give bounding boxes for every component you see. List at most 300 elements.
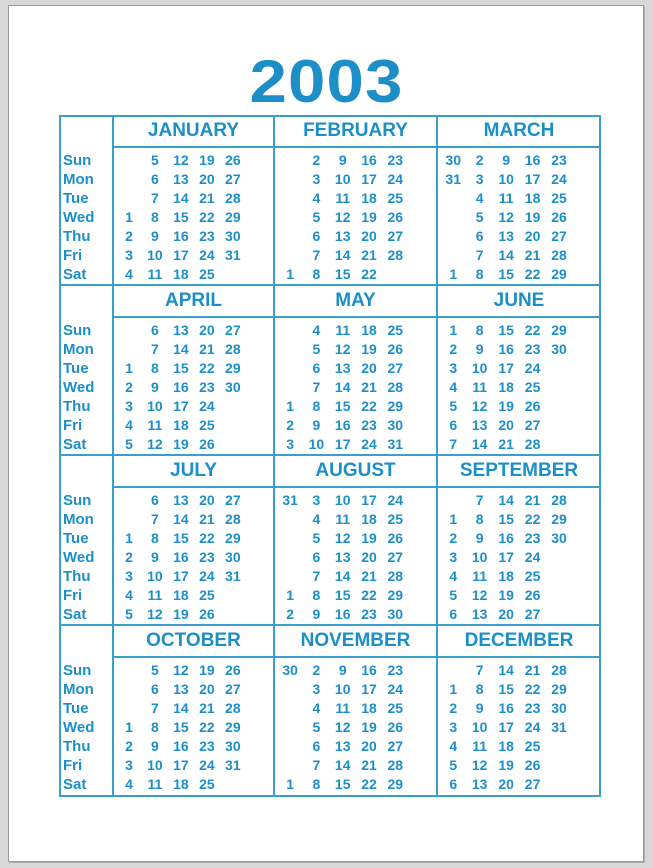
day-name-label: Fri bbox=[63, 757, 83, 774]
day-number: 16 bbox=[498, 341, 514, 357]
day-number: 9 bbox=[151, 738, 159, 754]
day-number: 17 bbox=[334, 436, 351, 452]
day-number: 7 bbox=[312, 247, 321, 263]
day-number: 6 bbox=[151, 322, 159, 338]
day-number: 15 bbox=[498, 266, 514, 282]
day-number: 9 bbox=[475, 530, 484, 546]
day-number: 7 bbox=[151, 341, 159, 357]
day-number: 20 bbox=[199, 171, 215, 187]
day-number: 8 bbox=[475, 322, 484, 338]
day-number: 20 bbox=[361, 738, 377, 754]
day-number: 31 bbox=[225, 568, 241, 584]
day-number: 6 bbox=[312, 228, 321, 244]
day-number: 7 bbox=[312, 568, 321, 584]
day-number: 5 bbox=[312, 719, 321, 735]
day-number: 10 bbox=[147, 247, 163, 263]
day-number: 15 bbox=[173, 209, 189, 225]
day-number: 10 bbox=[471, 549, 488, 565]
day-name-label: Wed bbox=[63, 719, 95, 736]
day-number: 16 bbox=[173, 738, 189, 754]
day-number: 3 bbox=[312, 681, 321, 697]
day-number: 19 bbox=[199, 152, 215, 168]
day-number: 14 bbox=[334, 568, 351, 584]
day-number: 21 bbox=[524, 492, 541, 508]
day-number: 14 bbox=[334, 757, 351, 773]
day-number: 28 bbox=[225, 341, 241, 357]
day-number: 8 bbox=[475, 681, 484, 697]
day-number: 19 bbox=[361, 530, 377, 546]
month-name: SEPTEMBER bbox=[459, 460, 579, 481]
day-number: 10 bbox=[334, 681, 351, 697]
day-number: 24 bbox=[524, 549, 541, 565]
day-number: 29 bbox=[225, 719, 241, 735]
day-number: 22 bbox=[361, 398, 377, 414]
day-number: 27 bbox=[524, 417, 541, 433]
day-number: 18 bbox=[361, 511, 377, 527]
month-header-underline bbox=[113, 486, 601, 488]
day-name-label: Sat bbox=[63, 436, 87, 453]
day-number: 22 bbox=[199, 209, 215, 225]
day-number: 12 bbox=[334, 341, 351, 357]
month-header-underline bbox=[113, 316, 601, 318]
day-number: 10 bbox=[498, 171, 514, 187]
day-number: 13 bbox=[173, 322, 189, 338]
day-number: 24 bbox=[361, 436, 377, 452]
day-number: 25 bbox=[199, 587, 215, 603]
day-name-label: Wed bbox=[63, 549, 95, 566]
day-number: 27 bbox=[524, 776, 541, 792]
day-number: 4 bbox=[312, 511, 321, 527]
month-name: MARCH bbox=[483, 120, 555, 141]
day-name-label: Mon bbox=[63, 171, 94, 188]
day-number: 31 bbox=[551, 719, 567, 735]
day-number: 22 bbox=[524, 511, 541, 527]
day-number: 27 bbox=[387, 360, 404, 376]
day-number: 30 bbox=[225, 379, 241, 395]
day-number: 12 bbox=[471, 757, 488, 773]
day-number: 12 bbox=[173, 152, 189, 168]
day-number: 3 bbox=[125, 757, 133, 773]
day-number: 15 bbox=[498, 681, 514, 697]
day-number: 14 bbox=[471, 436, 488, 452]
day-number: 6 bbox=[312, 360, 321, 376]
month-name: FEBRUARY bbox=[303, 120, 408, 141]
day-number: 1 bbox=[125, 530, 133, 546]
day-number: 14 bbox=[173, 511, 189, 527]
day-number: 7 bbox=[312, 379, 321, 395]
day-number: 23 bbox=[199, 738, 215, 754]
day-number: 3 bbox=[312, 171, 321, 187]
day-number: 11 bbox=[335, 511, 351, 527]
day-name-label: Sat bbox=[63, 776, 87, 793]
month-name: DECEMBER bbox=[464, 630, 574, 651]
day-name-label: Sun bbox=[63, 662, 92, 679]
day-number: 1 bbox=[286, 587, 295, 603]
day-number: 12 bbox=[334, 530, 351, 546]
day-number: 9 bbox=[475, 341, 484, 357]
day-number: 11 bbox=[147, 266, 163, 282]
day-name-label: Fri bbox=[63, 247, 83, 264]
day-number: 20 bbox=[199, 681, 215, 697]
day-number: 14 bbox=[173, 190, 189, 206]
day-number: 2 bbox=[125, 738, 133, 754]
day-number: 1 bbox=[125, 719, 133, 735]
day-number: 31 bbox=[225, 247, 241, 263]
day-number: 18 bbox=[173, 266, 189, 282]
day-name-label: Sun bbox=[63, 322, 92, 339]
day-number: 30 bbox=[225, 738, 241, 754]
day-number: 7 bbox=[475, 247, 484, 263]
day-number: 4 bbox=[125, 587, 133, 603]
day-number: 29 bbox=[225, 360, 241, 376]
day-number: 30 bbox=[551, 530, 567, 546]
day-number: 4 bbox=[125, 266, 133, 282]
day-number: 24 bbox=[524, 719, 541, 735]
day-number: 23 bbox=[387, 662, 404, 678]
day-number: 28 bbox=[225, 190, 241, 206]
day-number: 3 bbox=[449, 360, 458, 376]
day-number: 25 bbox=[199, 266, 215, 282]
day-number: 30 bbox=[551, 700, 567, 716]
day-number: 27 bbox=[387, 549, 404, 565]
day-name-label: Wed bbox=[63, 379, 95, 396]
day-number: 3 bbox=[125, 568, 133, 584]
day-number: 25 bbox=[524, 379, 541, 395]
day-number: 20 bbox=[498, 417, 514, 433]
day-number: 29 bbox=[387, 398, 404, 414]
day-number: 4 bbox=[475, 190, 484, 206]
day-number: 29 bbox=[225, 530, 241, 546]
day-number: 27 bbox=[524, 606, 541, 622]
day-number: 23 bbox=[551, 152, 567, 168]
day-number: 26 bbox=[387, 209, 404, 225]
day-number: 25 bbox=[387, 190, 404, 206]
month-name: AUGUST bbox=[315, 460, 396, 481]
column-divider bbox=[273, 115, 275, 797]
day-number: 5 bbox=[125, 436, 133, 452]
day-number: 20 bbox=[199, 492, 215, 508]
day-name-label: Tue bbox=[63, 700, 89, 717]
day-name-label: Sun bbox=[63, 152, 92, 169]
day-number: 1 bbox=[286, 398, 295, 414]
day-number: 3 bbox=[449, 549, 458, 565]
day-name-label: Thu bbox=[63, 738, 91, 755]
day-number: 20 bbox=[361, 228, 377, 244]
day-number: 20 bbox=[498, 776, 514, 792]
day-number: 19 bbox=[173, 606, 189, 622]
day-number: 29 bbox=[551, 322, 567, 338]
day-name-label: Tue bbox=[63, 360, 89, 377]
day-number: 27 bbox=[387, 738, 404, 754]
day-number: 9 bbox=[338, 662, 347, 678]
day-name-label: Mon bbox=[63, 341, 94, 358]
day-number: 21 bbox=[199, 190, 215, 206]
day-number: 15 bbox=[173, 360, 189, 376]
day-number: 8 bbox=[475, 266, 484, 282]
day-number: 29 bbox=[551, 511, 567, 527]
day-number: 28 bbox=[387, 568, 404, 584]
day-number: 7 bbox=[151, 700, 159, 716]
day-number: 8 bbox=[312, 398, 321, 414]
day-number: 5 bbox=[312, 530, 321, 546]
day-name-label: Thu bbox=[63, 568, 91, 585]
day-number: 9 bbox=[475, 700, 484, 716]
day-number: 27 bbox=[225, 492, 241, 508]
day-name-label: Thu bbox=[63, 228, 91, 245]
day-number: 12 bbox=[334, 719, 351, 735]
day-number: 27 bbox=[225, 171, 241, 187]
day-number: 25 bbox=[387, 322, 404, 338]
day-number: 18 bbox=[524, 190, 541, 206]
day-number: 22 bbox=[524, 322, 541, 338]
day-number: 3 bbox=[125, 247, 133, 263]
day-number: 30 bbox=[387, 606, 404, 622]
day-number: 5 bbox=[449, 398, 458, 414]
day-number: 10 bbox=[334, 492, 351, 508]
day-number: 31 bbox=[387, 436, 404, 452]
day-number: 11 bbox=[147, 417, 163, 433]
day-number: 28 bbox=[225, 511, 241, 527]
day-number: 19 bbox=[498, 587, 514, 603]
day-number: 9 bbox=[312, 417, 321, 433]
day-number: 16 bbox=[361, 152, 377, 168]
day-number: 28 bbox=[387, 247, 404, 263]
day-number: 23 bbox=[361, 417, 377, 433]
day-number: 28 bbox=[225, 700, 241, 716]
day-number: 1 bbox=[449, 511, 458, 527]
day-number: 13 bbox=[334, 360, 351, 376]
day-number: 11 bbox=[472, 379, 488, 395]
day-number: 15 bbox=[173, 719, 189, 735]
month-name: NOVEMBER bbox=[300, 630, 411, 651]
day-number: 18 bbox=[361, 322, 377, 338]
day-number: 28 bbox=[387, 757, 404, 773]
day-number: 6 bbox=[449, 417, 458, 433]
day-number: 1 bbox=[125, 209, 133, 225]
day-number: 30 bbox=[225, 549, 241, 565]
day-number: 19 bbox=[498, 757, 514, 773]
day-number: 24 bbox=[387, 681, 404, 697]
day-number: 16 bbox=[524, 152, 541, 168]
day-number: 25 bbox=[551, 190, 567, 206]
day-number: 15 bbox=[498, 322, 514, 338]
day-number: 31 bbox=[445, 171, 461, 187]
day-number: 23 bbox=[387, 152, 404, 168]
day-number: 29 bbox=[551, 681, 567, 697]
day-number: 5 bbox=[449, 587, 458, 603]
day-number: 25 bbox=[199, 776, 215, 792]
day-number: 19 bbox=[498, 398, 514, 414]
day-number: 30 bbox=[282, 662, 298, 678]
day-number: 3 bbox=[449, 719, 458, 735]
day-number: 13 bbox=[498, 228, 514, 244]
month-name: JANUARY bbox=[147, 120, 240, 141]
day-number: 21 bbox=[361, 568, 377, 584]
day-number: 18 bbox=[498, 738, 514, 754]
day-number: 11 bbox=[472, 568, 488, 584]
day-number: 12 bbox=[498, 209, 514, 225]
day-number: 26 bbox=[524, 587, 541, 603]
day-number: 28 bbox=[524, 436, 541, 452]
day-name-label: Fri bbox=[63, 587, 83, 604]
day-number: 8 bbox=[312, 266, 321, 282]
day-number: 18 bbox=[361, 700, 377, 716]
quarter-divider bbox=[59, 624, 601, 626]
day-number: 16 bbox=[361, 662, 377, 678]
day-number: 29 bbox=[551, 266, 567, 282]
day-number: 2 bbox=[286, 417, 295, 433]
day-number: 18 bbox=[173, 417, 189, 433]
day-number: 21 bbox=[199, 511, 215, 527]
day-number: 4 bbox=[312, 322, 321, 338]
day-number: 18 bbox=[498, 568, 514, 584]
day-number: 5 bbox=[312, 209, 321, 225]
day-number: 7 bbox=[475, 492, 484, 508]
day-number: 24 bbox=[524, 360, 541, 376]
column-divider bbox=[436, 115, 438, 797]
day-number: 22 bbox=[361, 266, 377, 282]
day-number: 7 bbox=[312, 757, 321, 773]
day-number: 21 bbox=[361, 247, 377, 263]
day-number: 7 bbox=[475, 662, 484, 678]
month-name: MAY bbox=[335, 290, 376, 311]
day-name-label: Tue bbox=[63, 190, 89, 207]
day-number: 30 bbox=[445, 152, 461, 168]
day-number: 23 bbox=[524, 700, 541, 716]
day-number: 13 bbox=[471, 776, 488, 792]
day-number: 7 bbox=[151, 190, 159, 206]
day-number: 6 bbox=[449, 776, 458, 792]
day-number: 11 bbox=[335, 322, 351, 338]
day-number: 10 bbox=[147, 757, 163, 773]
month-header-underline bbox=[113, 146, 601, 148]
day-number: 3 bbox=[475, 171, 484, 187]
day-number: 15 bbox=[334, 398, 351, 414]
day-number: 13 bbox=[334, 549, 351, 565]
day-number: 6 bbox=[475, 228, 484, 244]
day-number: 24 bbox=[387, 171, 404, 187]
day-number: 26 bbox=[199, 436, 215, 452]
quarter-divider bbox=[59, 284, 601, 286]
day-name-label: Wed bbox=[63, 209, 95, 226]
day-number: 12 bbox=[471, 587, 488, 603]
day-number: 9 bbox=[151, 549, 159, 565]
day-number: 21 bbox=[361, 379, 377, 395]
day-number: 29 bbox=[225, 209, 241, 225]
day-number: 2 bbox=[475, 152, 484, 168]
day-number: 12 bbox=[173, 662, 189, 678]
day-number: 26 bbox=[387, 530, 404, 546]
day-number: 8 bbox=[151, 719, 159, 735]
day-number: 10 bbox=[334, 171, 351, 187]
day-number: 10 bbox=[147, 398, 163, 414]
day-number: 19 bbox=[361, 341, 377, 357]
day-number: 17 bbox=[498, 719, 514, 735]
day-number: 2 bbox=[125, 379, 133, 395]
day-number: 25 bbox=[387, 511, 404, 527]
day-number: 8 bbox=[312, 587, 321, 603]
day-name-label: Thu bbox=[63, 398, 91, 415]
day-number: 29 bbox=[387, 776, 404, 792]
day-number: 4 bbox=[125, 417, 133, 433]
day-number: 2 bbox=[312, 662, 321, 678]
day-number: 26 bbox=[524, 398, 541, 414]
day-number: 16 bbox=[173, 549, 189, 565]
day-number: 15 bbox=[173, 530, 189, 546]
day-number: 21 bbox=[498, 436, 514, 452]
day-number: 9 bbox=[502, 152, 511, 168]
day-number: 6 bbox=[151, 492, 159, 508]
day-number: 14 bbox=[498, 492, 514, 508]
day-number: 27 bbox=[551, 228, 567, 244]
day-number: 22 bbox=[199, 360, 215, 376]
day-number: 6 bbox=[312, 549, 321, 565]
day-number: 26 bbox=[387, 719, 404, 735]
day-name-label: Tue bbox=[63, 530, 89, 547]
day-number: 27 bbox=[225, 322, 241, 338]
day-number: 22 bbox=[361, 776, 377, 792]
day-number: 30 bbox=[387, 417, 404, 433]
day-number: 2 bbox=[449, 341, 458, 357]
day-number: 28 bbox=[387, 379, 404, 395]
day-number: 24 bbox=[199, 398, 215, 414]
day-number: 14 bbox=[334, 247, 351, 263]
day-number: 4 bbox=[449, 379, 458, 395]
day-number: 22 bbox=[199, 530, 215, 546]
day-number: 1 bbox=[449, 322, 458, 338]
day-number: 26 bbox=[551, 209, 567, 225]
day-number: 30 bbox=[551, 341, 567, 357]
day-number: 20 bbox=[498, 606, 514, 622]
day-number: 23 bbox=[524, 341, 541, 357]
day-number: 8 bbox=[312, 776, 321, 792]
day-number: 17 bbox=[173, 568, 189, 584]
day-number: 8 bbox=[475, 511, 484, 527]
day-number: 23 bbox=[199, 549, 215, 565]
day-number: 17 bbox=[173, 247, 189, 263]
day-number: 7 bbox=[449, 436, 458, 452]
day-number: 21 bbox=[199, 700, 215, 716]
day-number: 29 bbox=[387, 587, 404, 603]
day-number: 10 bbox=[471, 360, 488, 376]
day-number: 8 bbox=[151, 360, 159, 376]
day-number: 2 bbox=[286, 606, 295, 622]
day-number: 17 bbox=[173, 398, 189, 414]
day-number: 17 bbox=[498, 360, 514, 376]
day-name-label: Sat bbox=[63, 266, 87, 283]
day-number: 8 bbox=[151, 209, 159, 225]
day-number: 13 bbox=[173, 492, 189, 508]
day-number: 17 bbox=[173, 757, 189, 773]
day-number: 5 bbox=[475, 209, 484, 225]
day-number: 16 bbox=[334, 606, 351, 622]
day-number: 26 bbox=[387, 341, 404, 357]
day-number: 21 bbox=[524, 247, 541, 263]
day-number: 11 bbox=[472, 738, 488, 754]
day-number: 16 bbox=[334, 417, 351, 433]
day-number: 12 bbox=[334, 209, 351, 225]
day-name-label: Sun bbox=[63, 492, 92, 509]
day-number: 3 bbox=[286, 436, 295, 452]
day-number: 8 bbox=[151, 530, 159, 546]
month-name: OCTOBER bbox=[146, 630, 241, 651]
day-number: 2 bbox=[449, 700, 458, 716]
day-name-label: Fri bbox=[63, 417, 83, 434]
month-name: JUNE bbox=[493, 290, 545, 311]
day-number: 13 bbox=[173, 171, 189, 187]
day-number: 20 bbox=[361, 360, 377, 376]
day-number: 14 bbox=[173, 341, 189, 357]
